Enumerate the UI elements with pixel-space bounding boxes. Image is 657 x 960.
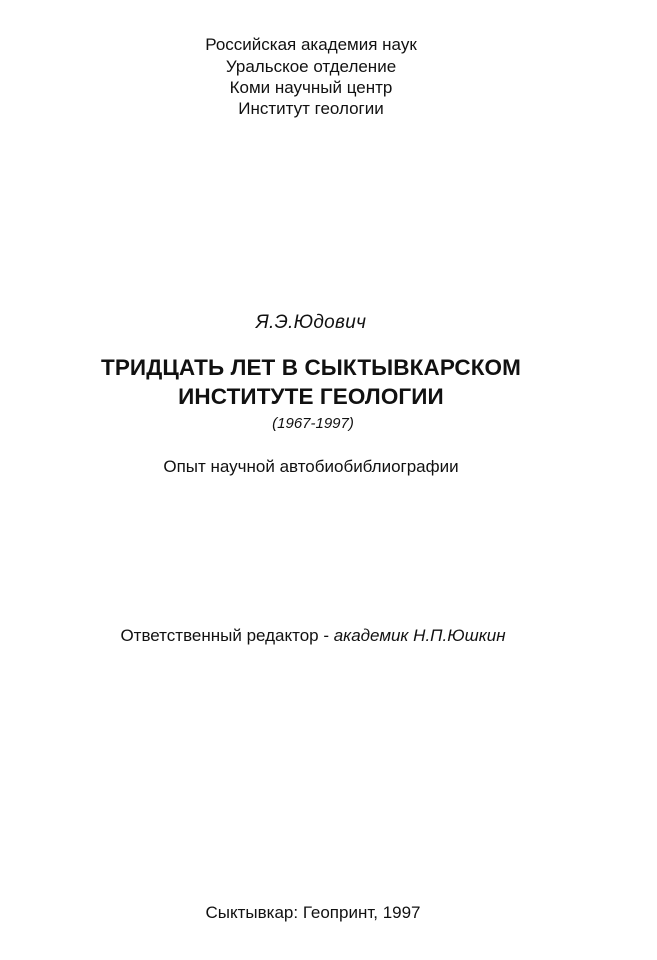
org-center: Коми научный центр — [229, 78, 393, 97]
imprint: Сыктывкар: Геопринт, 1997 — [205, 903, 421, 922]
org-institute: Институт геологии — [238, 99, 384, 118]
editor-name: академик Н.П.Юшкин — [333, 626, 506, 645]
editor-label: Ответственный редактор - — [120, 626, 334, 645]
org-academy: Российская академия наук — [205, 35, 417, 54]
book-title-line1: ТРИДЦАТЬ ЛЕТ В СЫКТЫВКАРСКОМ — [100, 355, 522, 380]
author-name: Я.Э.Юдович — [255, 312, 367, 333]
editor-credit — [120, 627, 505, 644]
org-branch: Уральское отделение — [225, 57, 397, 76]
book-subtitle: Опыт научной автобиобиблиографии — [163, 457, 459, 476]
book-years: (1967-1997) — [272, 415, 354, 432]
book-title-line2: ИНСТИТУТЕ ГЕОЛОГИИ — [178, 384, 444, 409]
